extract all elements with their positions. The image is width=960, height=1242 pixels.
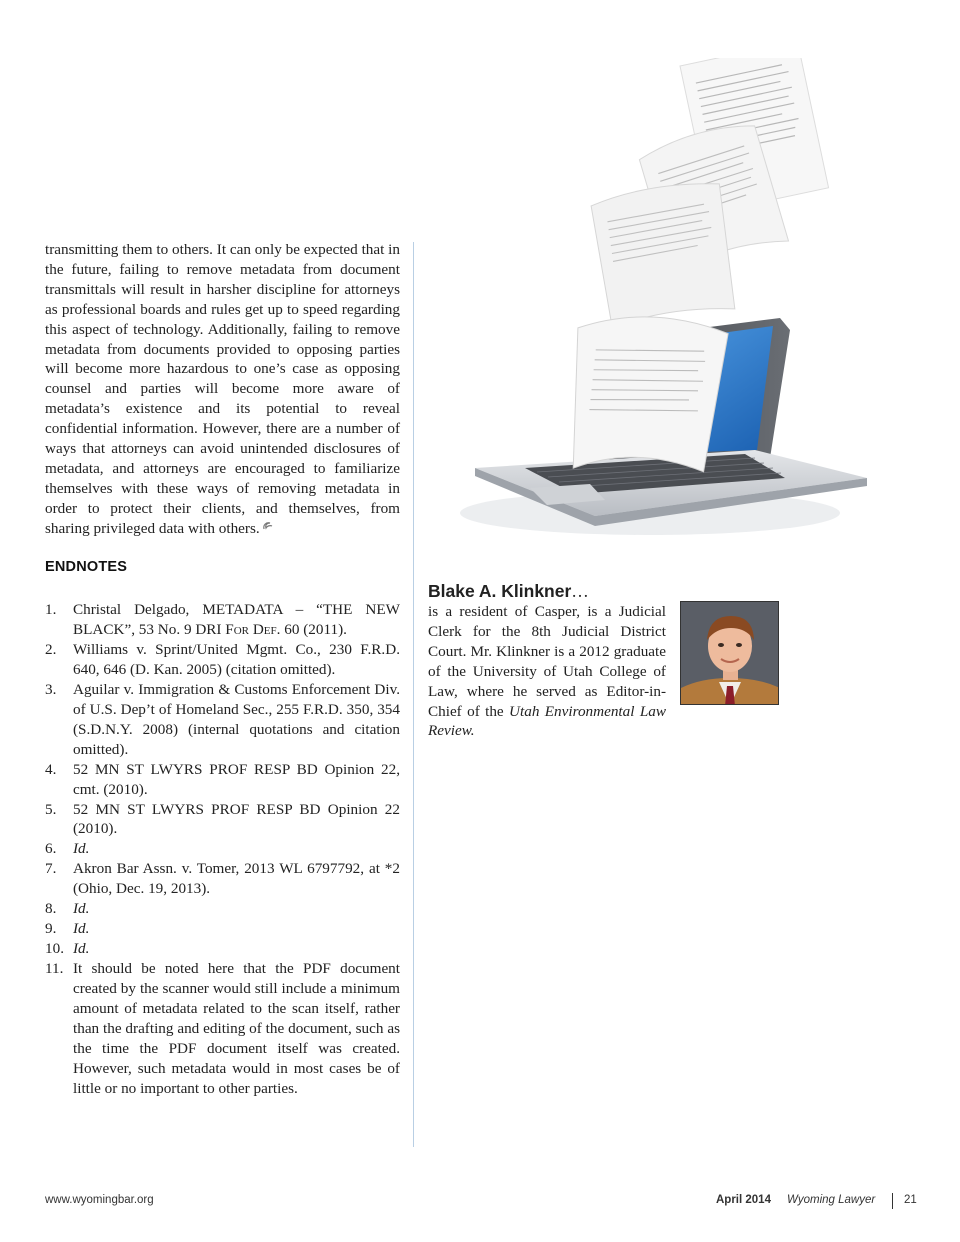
- author-name-ellipsis: …: [571, 581, 589, 601]
- endnote-smallcaps: For Def.: [225, 620, 281, 638]
- footer-website: www.wyomingbar.org: [45, 1194, 154, 1206]
- endnote-text: It should be noted here that the PDF document created by the scanner would still include a minimum amount of metadata related to the scan itself, rather than the drafting and editing of the document, such as the time the PDF document itself was created. However, such metadata would in most cases be of little or no important to other parties.: [73, 960, 400, 1097]
- endnote-text: Christal Delgado, METADATA – “THE NEW BLACK”, 53 No. 9 DRI: [73, 601, 400, 638]
- author-bio-main: is a resident of Casper, is a Judicial Clerk for the 8th Judicial District Court. Mr. Klinkner is a 2012 graduate of the University of Utah College of Law, where he served as Editor-in-Chief of the: [428, 603, 666, 720]
- endnote-item: [45, 959, 400, 1099]
- endnote-item: [45, 800, 400, 840]
- endnote-item: [45, 859, 400, 899]
- endnote-item: [45, 939, 400, 959]
- end-mark-icon: [262, 521, 274, 531]
- author-bio-name: [428, 581, 589, 602]
- endnote-item: [45, 680, 400, 760]
- endnote-number: 9.: [45, 920, 57, 938]
- endnote-text: Aguilar v. Immigration & Customs Enforcement Div. of U.S. Dep’t of Homeland Sec., 255 F.R.D. 350, 354 (S.D.N.Y. 2008) (internal quotations and citation omitted).: [73, 680, 400, 758]
- endnote-number: 11.: [45, 960, 64, 978]
- endnote-number: 1.: [45, 601, 57, 618]
- author-bio-journal: Utah Environmental Law Review.: [428, 702, 666, 740]
- footer-issue-date: April 2014: [716, 1194, 771, 1206]
- laptop-flying-papers-illustration: [455, 58, 875, 543]
- article-closing-paragraph: [45, 240, 400, 539]
- endnotes-heading: ENDNOTES: [45, 559, 128, 575]
- article-paragraph-text: transmitting them to others. It can only be expected that in the future, failing to remove metadata from document transmittals will result in harsher discipline for attorneys as professional boards and rules get up to speed regarding this aspect of technology. Additionally, failing to remove metadata from documents provided to opposing parties will become more hazardous to one’s case as opposing counsel and parties will become more aware of metadata’s existence and its potential to reveal confidential information. However, there are a number of ways that attorneys can avoid unintended disclosures of metadata, and attorneys are encouraged to familiarize themselves with these ways of removing metadata in order to protect their clients, and themselves, from sharing privileged data with others.: [45, 241, 400, 537]
- endnote-item: [45, 839, 400, 859]
- endnotes-list: [45, 600, 400, 1099]
- endnote-number: 4.: [45, 760, 57, 778]
- footer-separator: [892, 1193, 893, 1209]
- endnote-number: 10.: [45, 940, 64, 958]
- endnote-number: 5.: [45, 800, 57, 818]
- endnote-text: Akron Bar Assn. v. Tomer, 2013 WL 6797792, at *2 (Ohio, Dec. 19, 2013).: [73, 860, 400, 898]
- author-photo: [680, 601, 779, 705]
- endnote-item: [45, 640, 400, 680]
- endnote-item: [45, 760, 400, 800]
- endnote-text: Id.: [73, 920, 90, 938]
- endnote-text: Id.: [73, 900, 90, 918]
- endnote-item: [45, 899, 400, 919]
- flying-papers: [563, 58, 828, 483]
- endnote-text: 52 MN ST LWYRS PROF RESP BD Opinion 22 (2010).: [73, 800, 400, 838]
- endnote-text-end: 60 (2011).: [280, 620, 347, 638]
- author-bio-text: [428, 602, 666, 741]
- endnote-text: 52 MN ST LWYRS PROF RESP BD Opinion 22, cmt. (2010).: [73, 760, 400, 798]
- footer-page-number: 21: [904, 1194, 917, 1206]
- endnote-text: Id.: [73, 840, 90, 858]
- endnote-number: 6.: [45, 840, 57, 858]
- author-name: Blake A. Klinkner: [428, 581, 572, 601]
- endnote-number: 2.: [45, 640, 57, 658]
- endnote-item: [45, 919, 400, 939]
- endnote-number: 8.: [45, 900, 57, 918]
- endnote-text: Id.: [73, 940, 90, 958]
- endnote-number: 3.: [45, 680, 57, 698]
- column-divider: [413, 242, 414, 1147]
- endnote-number: 7.: [45, 860, 57, 878]
- author-portrait-image: [681, 602, 779, 705]
- footer-magazine-title: Wyoming Lawyer: [787, 1194, 876, 1206]
- endnote-item: [45, 600, 400, 640]
- endnote-text: Williams v. Sprint/United Mgmt. Co., 230 F.R.D. 640, 646 (D. Kan. 2005) (citation omitted).: [73, 640, 400, 678]
- article-column: [45, 240, 400, 539]
